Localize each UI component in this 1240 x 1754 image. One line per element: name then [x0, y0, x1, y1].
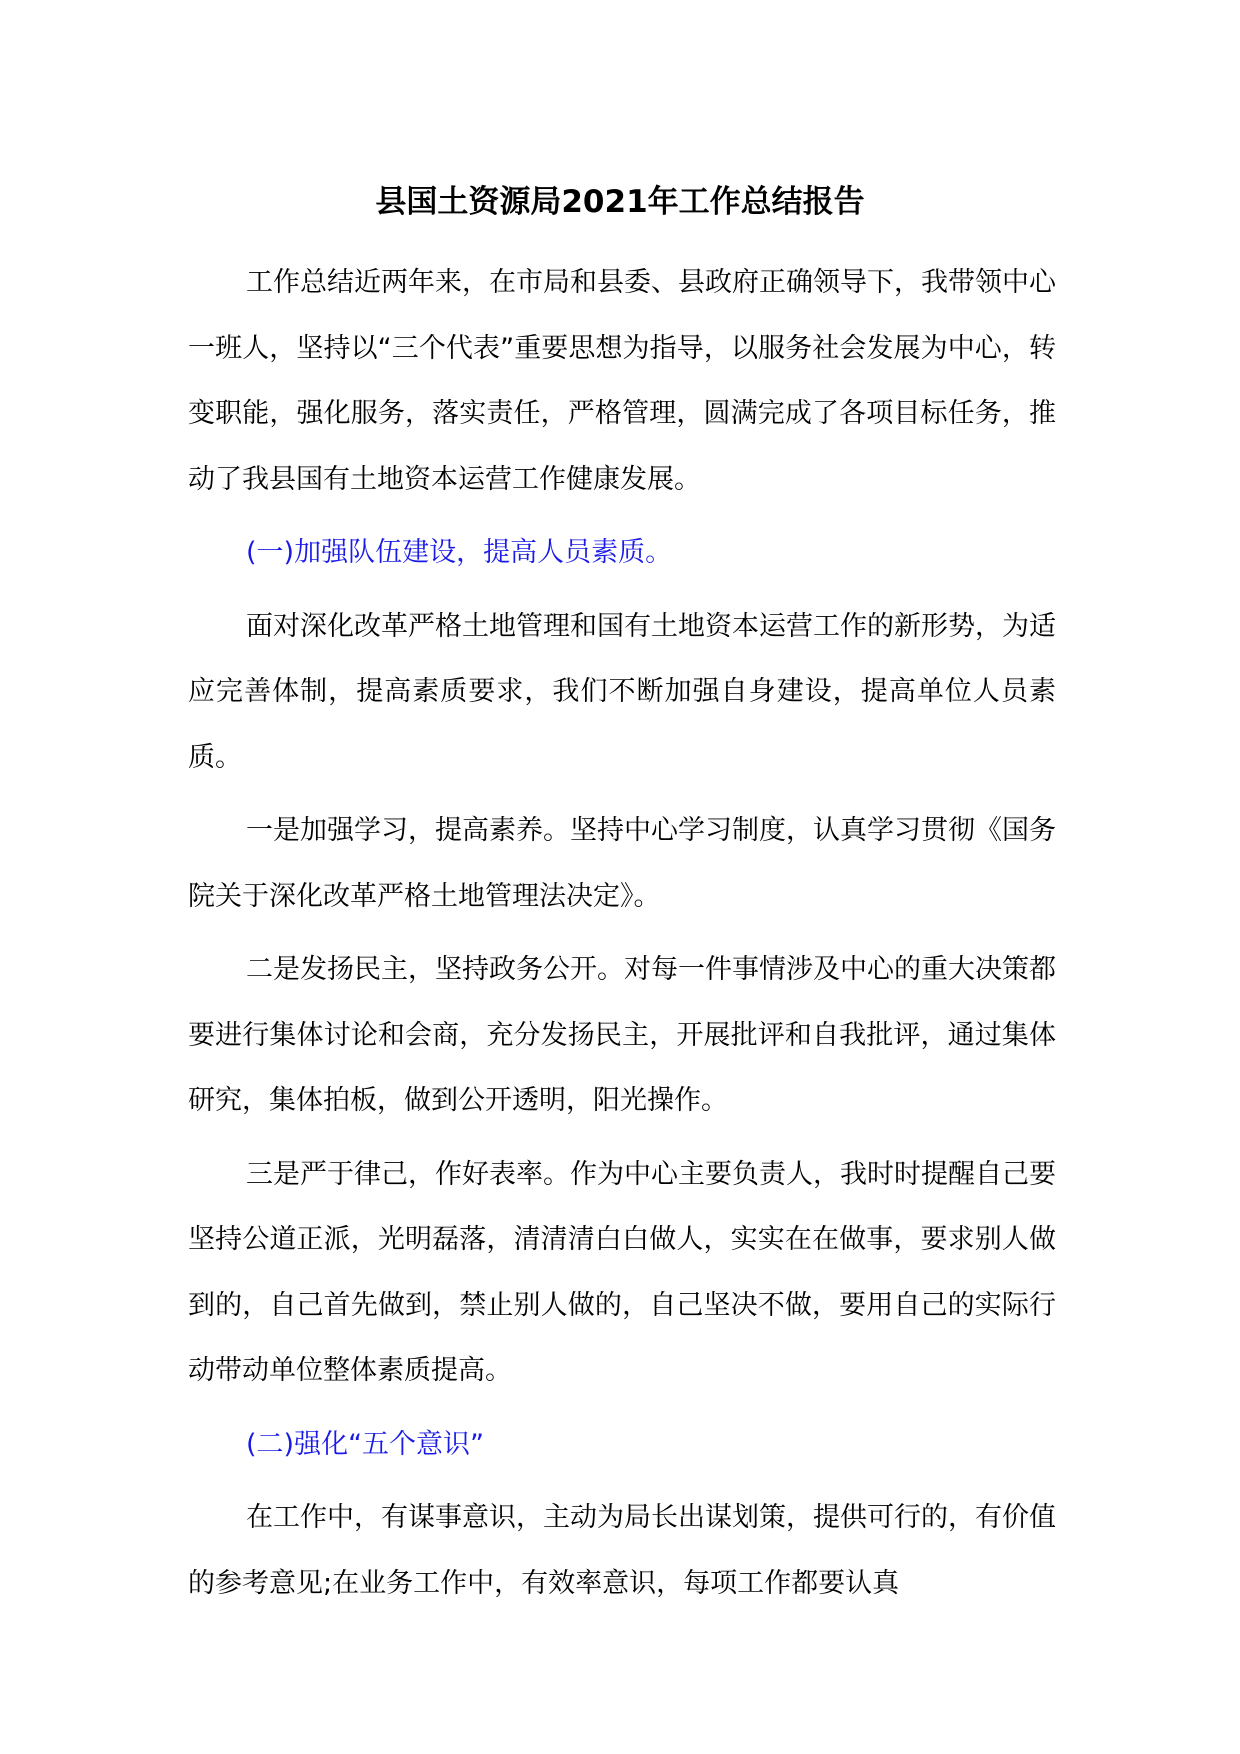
- paragraph-five-awareness: 在工作中，有谋事意识，主动为局长出谋划策，提供可行的，有价值的参考意见;在业务工作中，有效率意识，每项工作都要认真: [188, 1502, 1056, 1599]
- document-title: 县国土资源局2021年工作总结报告: [375, 184, 865, 220]
- document-body: [188, 250, 1056, 1624]
- paragraph-team-building: 面对深化改革严格土地管理和国有土地资本运营工作的新形势，为适应完善体制，提高素质要求，我们不断加强自身建设，提高单位人员素质。: [188, 610, 1056, 773]
- section-heading-1: (一)加强队伍建设，提高人员素质。: [246, 537, 673, 568]
- paragraph-intro: 工作总结近两年来，在市局和县委、县政府正确领导下，我带领中心一班人，坚持以“三个代表”重要思想为指导，以服务社会发展为中心，转变职能，强化服务，落实责任，严格管理，圆满完成了各项目标任务，推动了我县国有土地资本运营工作健康发展。: [188, 267, 1056, 495]
- paragraph-democracy: 二是发扬民主，坚持政务公开。对每一件事情涉及中心的重大决策都要进行集体讨论和会商，充分发扬民主，开展批评和自我批评，通过集体研究，集体拍板，做到公开透明，阳光操作。: [188, 954, 1056, 1116]
- paragraph-self-discipline: 三是严于律己，作好表率。作为中心主要负责人，我时时提醒自己要坚持公道正派，光明磊落，清清清白白做人，实实在在做事，要求别人做到的，自己首先做到，禁止别人做的，自己坚决不做，要用自己的实际行动带动单位整体素质提高。: [188, 1158, 1056, 1386]
- paragraph-study: 一是加强学习，提高素养。坚持中心学习制度，认真学习贯彻《国务院关于深化改革严格土地管理法决定》。: [188, 815, 1056, 912]
- section-heading-2: (二)强化“五个意识”: [246, 1428, 485, 1460]
